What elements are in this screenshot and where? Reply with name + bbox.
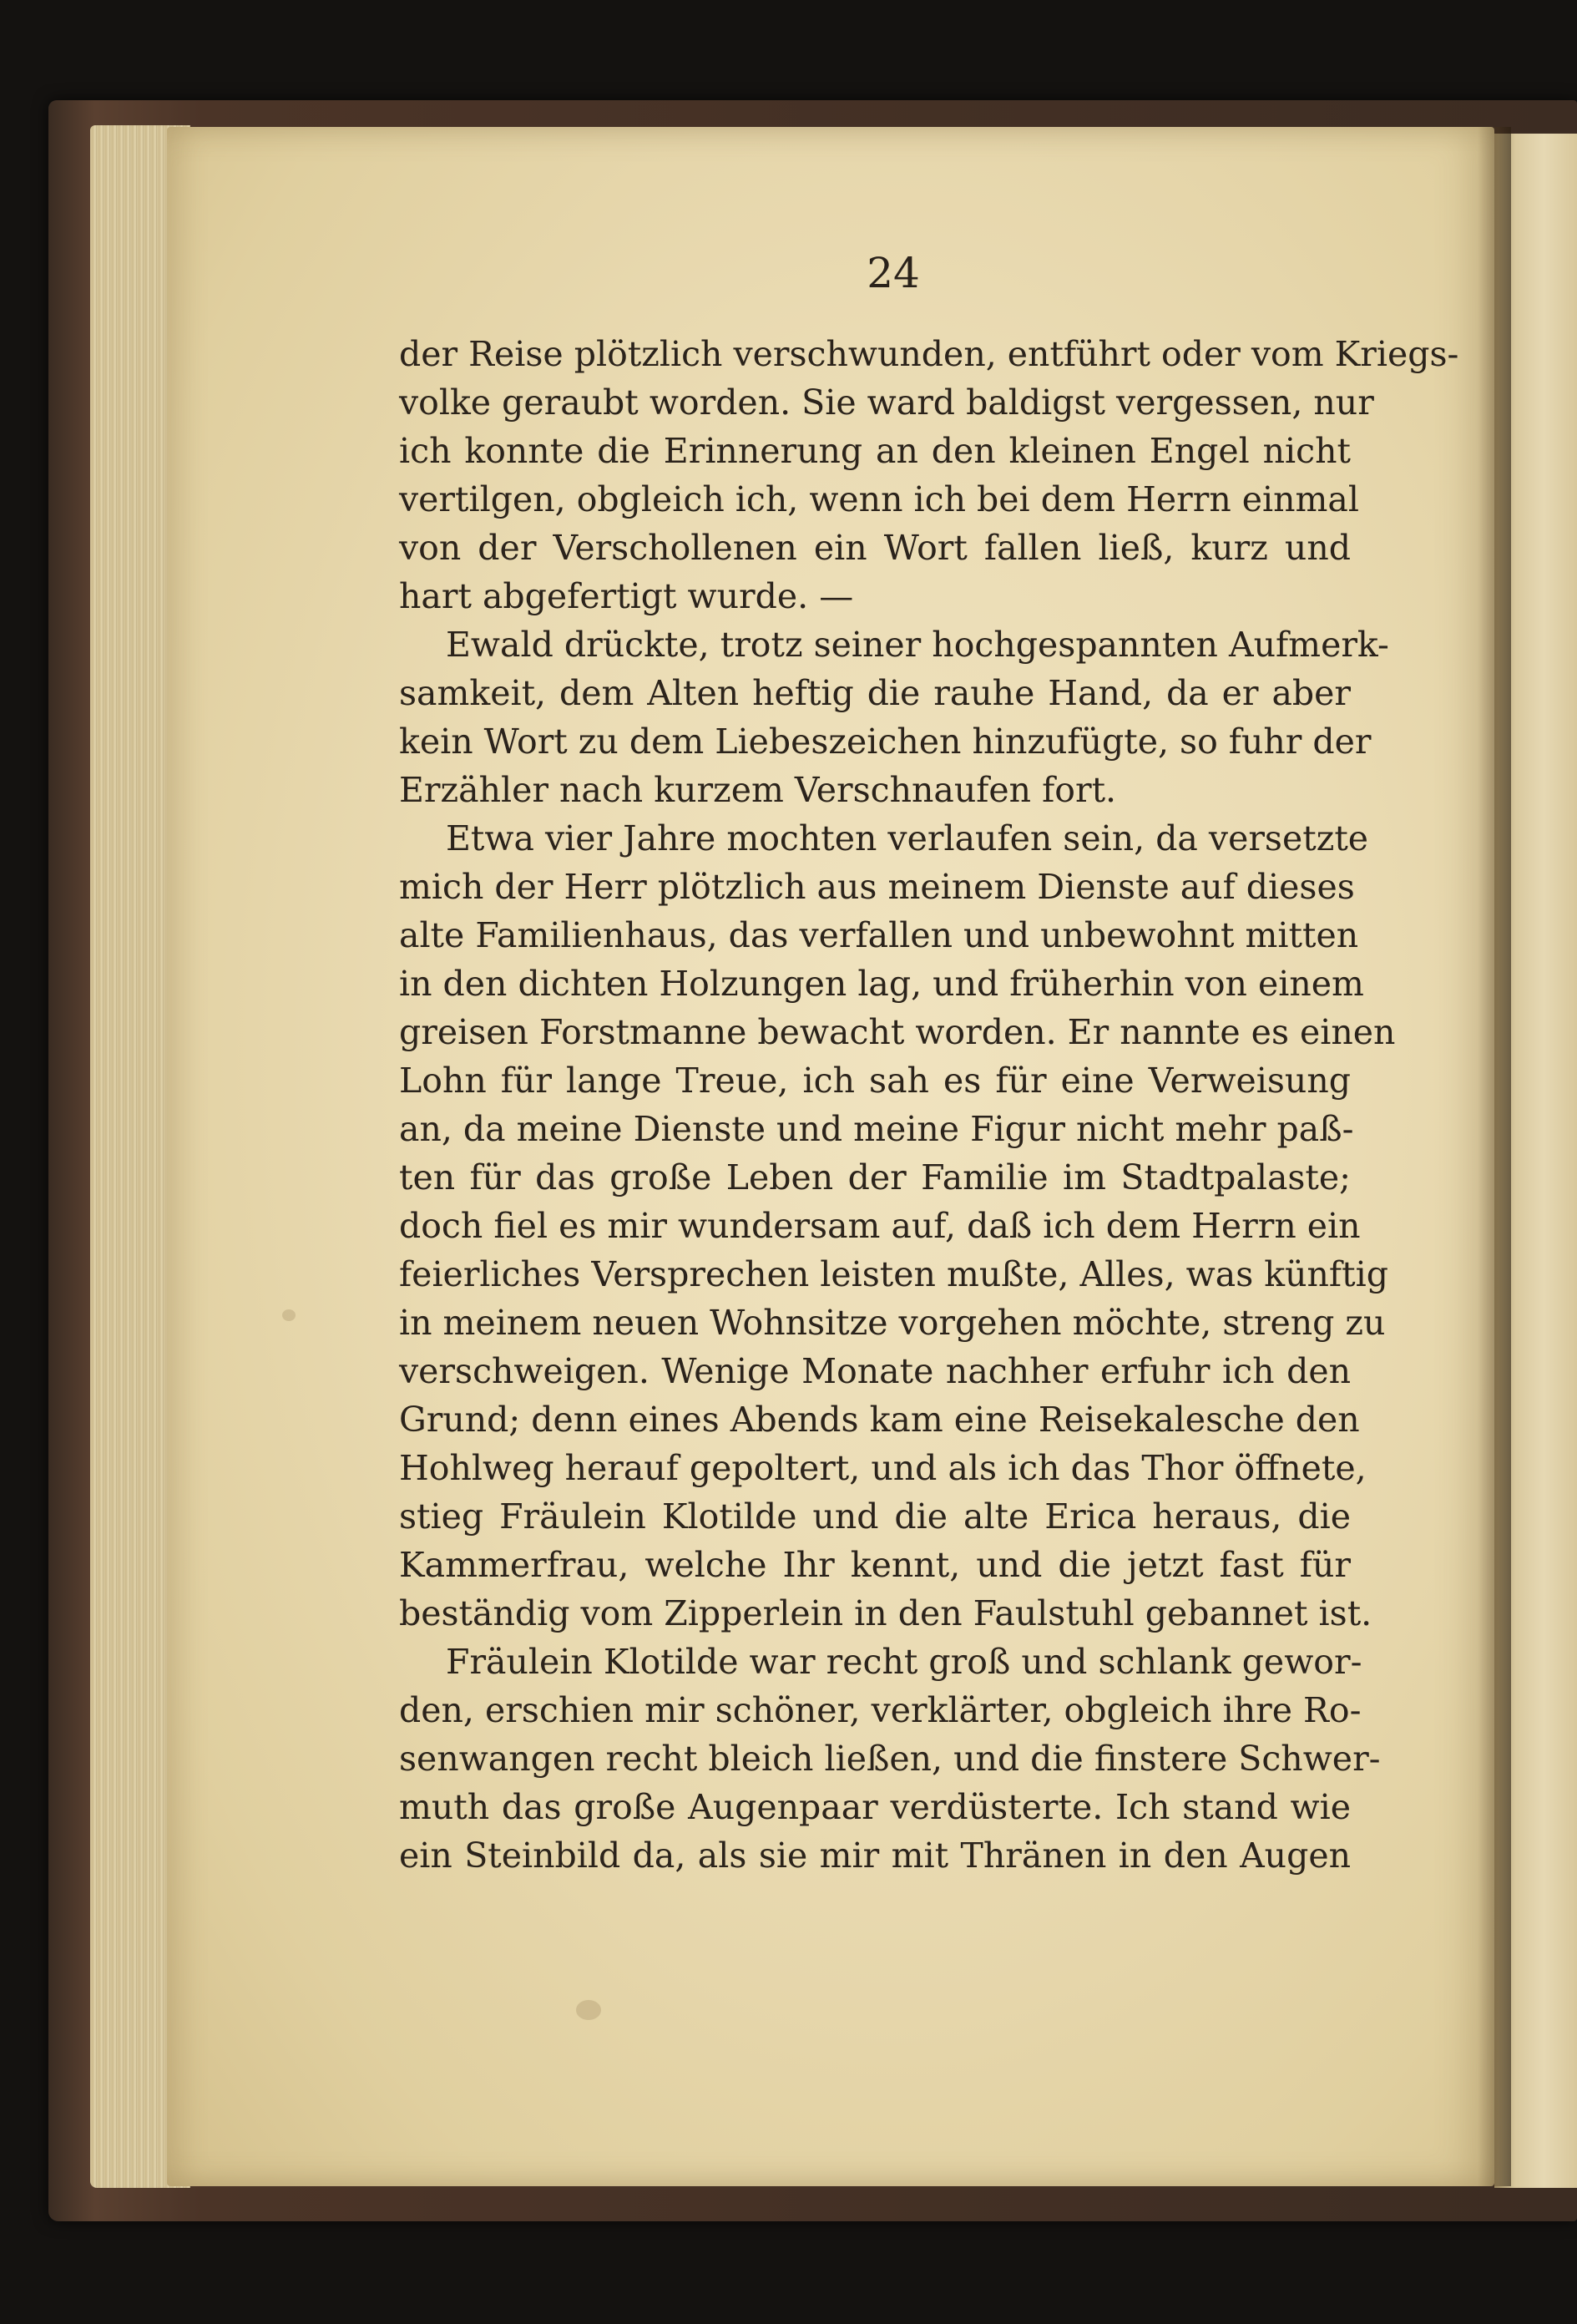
text-line: in den dichten Holzungen lag, und früherhin von einem xyxy=(399,964,1364,1004)
text-line: Erzähler nach kurzem Verschnaufen fort. xyxy=(399,770,1117,810)
text-line: Hohlweg herauf gepoltert, und als ich das Thor öffnete, xyxy=(399,1448,1367,1488)
text-line: hart abgefertigt wurde. — xyxy=(399,576,854,616)
text-line: vertilgen, obgleich ich, wenn ich bei dem Herrn einmal xyxy=(399,479,1359,519)
text-line: senwangen recht bleich ließen, und die finstere Schwer- xyxy=(399,1739,1381,1779)
page-number: 24 xyxy=(867,249,920,297)
text-line: mich der Herr plötzlich aus meinem Dienste auf dieses xyxy=(399,867,1355,907)
text-line: muth das große Augenpaar verdüsterte. Ich stand wie xyxy=(399,1787,1351,1827)
paper-stain xyxy=(576,2000,601,2020)
text-line: greisen Forstmanne bewacht worden. Er nannte es einen xyxy=(399,1012,1396,1052)
text-line: ich konnte die Erinnerung an den kleinen Engel nicht xyxy=(399,431,1351,471)
body-text xyxy=(399,330,1459,1880)
text-line: doch fiel es mir wundersam auf, daß ich dem Herrn ein xyxy=(399,1206,1361,1246)
text-line: kein Wort zu dem Liebeszeichen hinzufügte, so fuhr der xyxy=(399,722,1372,762)
book-gutter xyxy=(1478,127,1511,2186)
text-line: den, erschien mir schöner, verklärter, obgleich ihre Ro- xyxy=(399,1690,1362,1730)
text-line: ten für das große Leben der Familie im Stadtpalaste; xyxy=(399,1157,1351,1197)
text-line: alte Familienhaus, das verfallen und unbewohnt mitten xyxy=(399,915,1359,955)
text-line: Etwa vier Jahre mochten verlaufen sein, da versetzte xyxy=(446,818,1369,858)
text-line: verschweigen. Wenige Monate nachher erfuhr ich den xyxy=(399,1351,1351,1391)
text-line: volke geraubt worden. Sie ward baldigst vergessen, nur xyxy=(399,382,1374,423)
text-line: Lohn für lange Treue, ich sah es für eine Verweisung xyxy=(399,1061,1351,1101)
text-line: beständig vom Zipperlein in den Faulstuhl gebannet ist. xyxy=(399,1593,1372,1633)
text-line: feierliches Versprechen leisten mußte, Alles, was künftig xyxy=(399,1254,1388,1294)
text-line: ein Steinbild da, als sie mir mit Thränen in den Augen xyxy=(399,1835,1351,1876)
text-line: der Reise plötzlich verschwunden, entführt oder vom Kriegs- xyxy=(399,334,1459,374)
text-line: stieg Fräulein Klotilde und die alte Erica heraus, die xyxy=(399,1496,1351,1537)
text-line: samkeit, dem Alten heftig die rauhe Hand, da er aber xyxy=(399,673,1351,713)
text-line: Kammerfrau, welche Ihr kennt, und die jetzt fast für xyxy=(399,1545,1351,1585)
text-line: Grund; denn eines Abends kam eine Reisekalesche den xyxy=(399,1400,1360,1440)
text-line: an, da meine Dienste und meine Figur nicht mehr paß- xyxy=(399,1109,1354,1149)
text-line: Ewald drückte, trotz seiner hochgespannten Aufmerk- xyxy=(446,625,1389,665)
text-line: Fräulein Klotilde war recht groß und schlank gewor- xyxy=(446,1642,1362,1682)
paper-stain xyxy=(282,1309,296,1321)
text-line: von der Verschollenen ein Wort fallen ließ, kurz und xyxy=(399,528,1351,568)
text-line: in meinem neuen Wohnsitze vorgehen möchte, streng zu xyxy=(399,1303,1386,1343)
